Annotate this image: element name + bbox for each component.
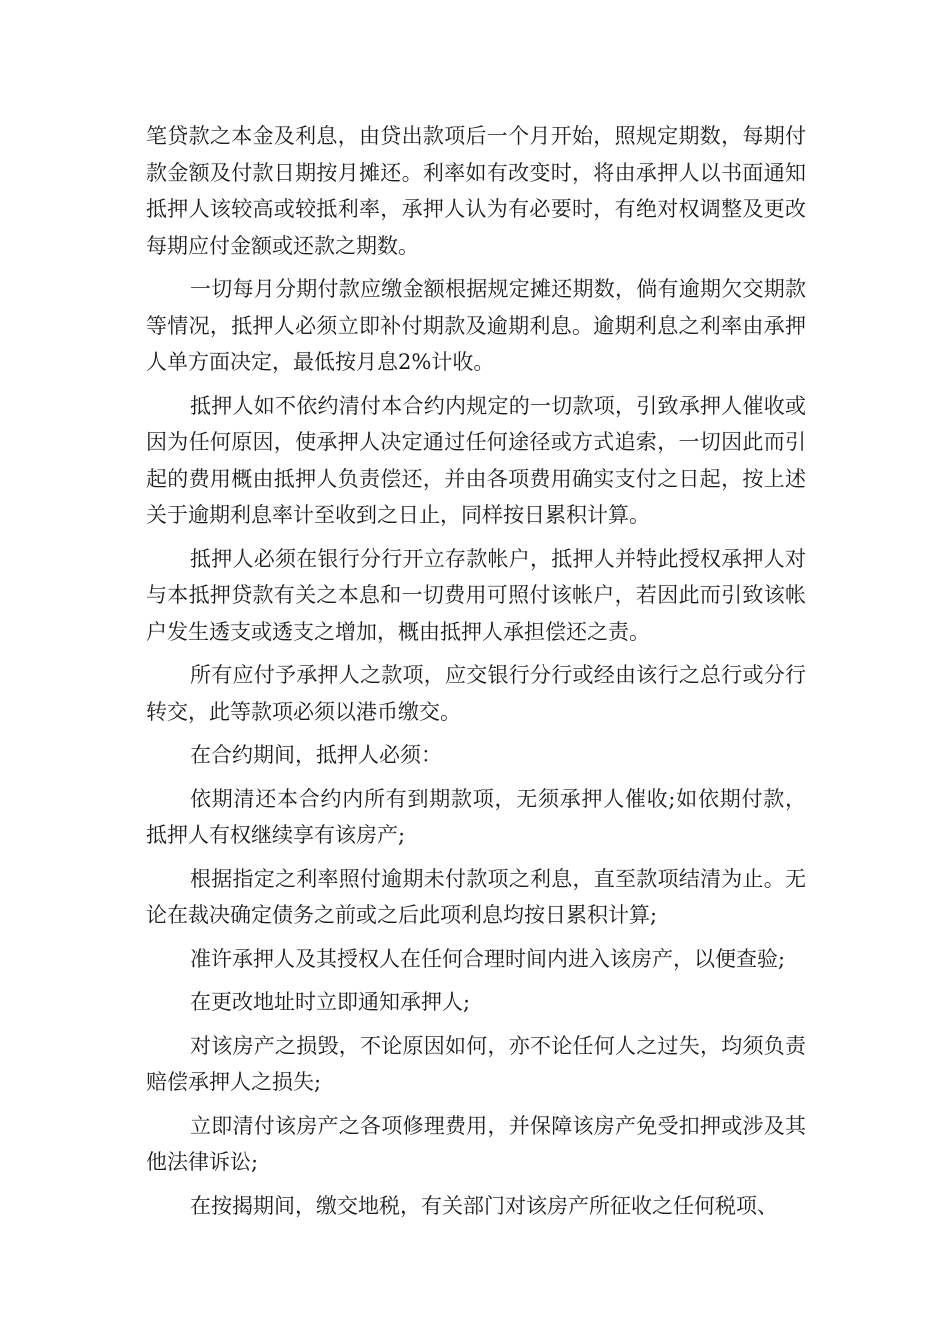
- paragraph-bank-account: 抵押人必须在银行分行开立存款帐户，抵押人并特此授权承押人对与本抵押贷款有关之本息和一切费用可照付该帐户，若因此而引致该帐户发生透支或透支之增加，概由抵押人承担偿还之责。: [146, 546, 806, 644]
- document-body: [146, 118, 806, 1231]
- paragraph-obligations-heading: 在合约期间，抵押人必须：: [190, 743, 442, 767]
- paragraph-overdue-installments: 一切每月分期付款应缴金额根据规定摊还期数，倘有逾期欠交期款等情况，抵押人必须立即补付期款及逾期利息。逾期利息之利率由承押人单方面决定，最低按月息2%计收。: [146, 277, 806, 374]
- paragraph-obligation-damage: 对该房产之损毁，不论原因如何，亦不论任何人之过失，均须负责赔偿承押人之损失;: [146, 1033, 806, 1094]
- paragraph-obligation-taxes: 在按揭期间，缴交地税，有关部门对该房产所征收之任何税项、: [190, 1193, 778, 1218]
- paragraph-obligation-repay: 依期清还本合约内所有到期款项，无须承押人催收;如依期付款，抵押人有权继续享有该房产;: [146, 786, 806, 847]
- paragraph-loan-repayment: 笔贷款之本金及利息，由贷出款项后一个月开始，照规定期数，每期付款金额及付款日期按月摊还。利率如有改变时，将由承押人以书面通知抵押人该较高或较抵利率，承押人认为有必要时，有绝对权调整及更改每期应付金额或还款之期数。: [146, 124, 806, 258]
- paragraph-collection-costs: 抵押人如不依约清付本合约内规定的一切款项，引致承押人催收或因为任何原因，使承押人决定通过任何途径或方式追索，一切因此而引起的费用概由抵押人负责偿还，并由各项费用确实支付之日起，按上述关于逾期利息率计至收到之日止，同样按日累积计算。: [146, 393, 806, 527]
- paragraph-obligation-repairs: 立即清付该房产之各项修理费用，并保障该房产免受扣押或涉及其他法律诉讼;: [146, 1113, 806, 1174]
- paragraph-obligation-interest: 根据指定之利率照付逾期未付款项之利息，直至款项结清为止。无论在裁决确定债务之前或之后此项利息均按日累积计算;: [146, 866, 806, 927]
- paragraph-payment-currency: 所有应付予承押人之款项，应交银行分行或经由该行之总行或分行转交，此等款项必须以港币缴交。: [146, 663, 806, 724]
- paragraph-obligation-inspection: 准许承押人及其授权人在任何合理时间内进入该房产，以便查验;: [190, 946, 786, 971]
- paragraph-obligation-address: 在更改地址时立即通知承押人;: [190, 990, 471, 1014]
